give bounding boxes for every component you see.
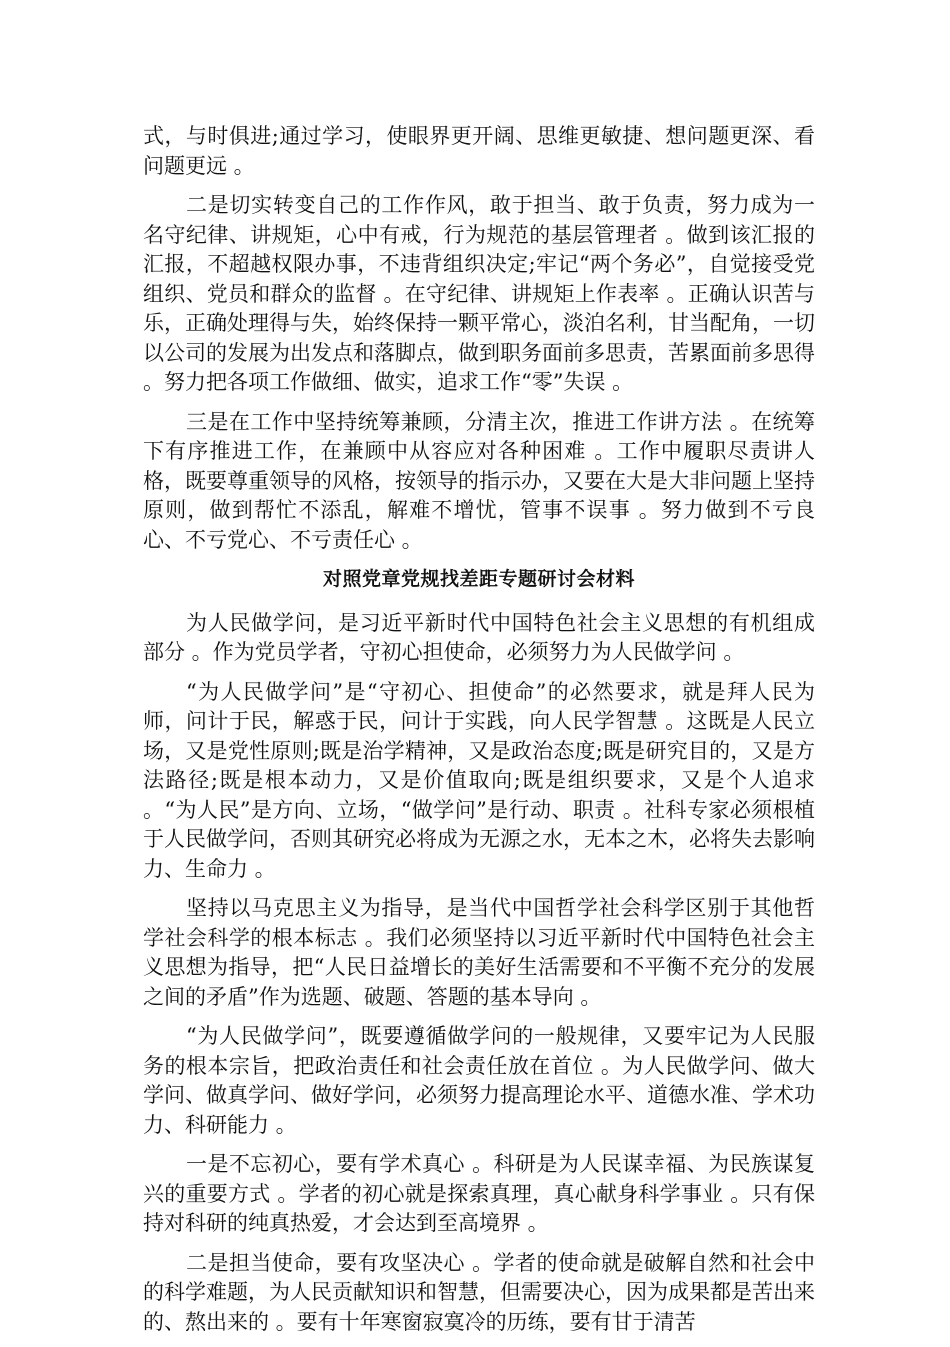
paragraph-continuation: 式，与时俱进;通过学习，使眼界更开阔、思维更敏捷、想问题更深、看问题更远 。 bbox=[143, 124, 815, 178]
document-page bbox=[143, 122, 815, 1347]
paragraph: 二是切实转变自己的工作作风，敢于担当、敢于负责，努力成为一名守纪律、讲规矩，心中有戒，行为规范的基层管理者 。做到该汇报的汇报，不超越权限办事，不违背组织决定;牢记“两个务必”，自觉接受党组织、党员和群众的监督 。在守纪律、讲规矩上作表率 。正确认识苦与乐，正确处理得与失，始终保持一颗平常心，淡泊名利，甘当配角，一切以公司的发展为出发点和落脚点，做到职务面前多思责，苦累面前多思得 。努力把各项工作做细、做实，追求工作“零”失误 。 bbox=[143, 193, 815, 394]
paragraph: 三是在工作中坚持统筹兼顾，分清主次，推进工作讲方法 。在统筹下有序推进工作，在兼顾中从容应对各种困难 。工作中履职尽责讲人格，既要尊重领导的风格，按领导的指示办，又要在大是大非问题上坚持原则，做到帮忙不添乱，解难不增忧，管事不误事 。努力做到不亏良心、不亏党心、不亏责任心 。 bbox=[143, 409, 815, 552]
paragraph: 坚持以马克思主义为指导，是当代中国哲学社会科学区别于其他哲学社会科学的根本标志 。我们必须坚持以习近平新时代中国特色社会主义思想为指导，把“人民日益增长的美好生活需要和不平衡不充分的发展之间的矛盾”作为选题、破题、答题的基本导向 。 bbox=[143, 896, 815, 1009]
paragraph: 为人民做学问，是习近平新时代中国特色社会主义思想的有机组成部分 。作为党员学者，守初心担使命，必须努力为人民做学问 。 bbox=[143, 610, 815, 664]
paragraph: 二是担当使命，要有攻坚决心 。学者的使命就是破解自然和社会中的科学难题，为人民贡献知识和智慧，但需要决心，因为成果都是苦出来的、熬出来的 。要有十年寒窗寂寞冷的历练，要有甘于清苦 bbox=[143, 1250, 815, 1334]
section-heading: 对照党章党规找差距专题研讨会材料 bbox=[322, 568, 635, 590]
paragraph: “为人民做学问”是“守初心、担使命”的必然要求，就是拜人民为师，问计于民，解惑于民，问计于实践，向人民学智慧 。这既是人民立场，又是党性原则;既是治学精神，又是政治态度;既是研究目的，又是方法路径;既是根本动力，又是价值取向;既是组织要求，又是个人追求 。“为人民”是方向、立场，“做学问”是行动、职责 。社科专家必须根植于人民做学问，否则其研究必将成为无源之水，无本之木，必将失去影响力、生命力 。 bbox=[143, 679, 815, 881]
paragraph: 一是不忘初心，要有学术真心 。科研是为人民谋幸福、为民族谋复兴的重要方式 。学者的初心就是探索真理，真心献身科学事业 。只有保持对科研的纯真热爱，才会达到至高境界 。 bbox=[143, 1152, 815, 1235]
paragraph: “为人民做学问”，既要遵循做学问的一般规律，又要牢记为人民服务的根本宗旨，把政治责任和社会责任放在首位 。为人民做学问、做大学问、做真学问、做好学问，必须努力提高理论水平、道德水准、学术功力、科研能力 。 bbox=[143, 1024, 815, 1137]
